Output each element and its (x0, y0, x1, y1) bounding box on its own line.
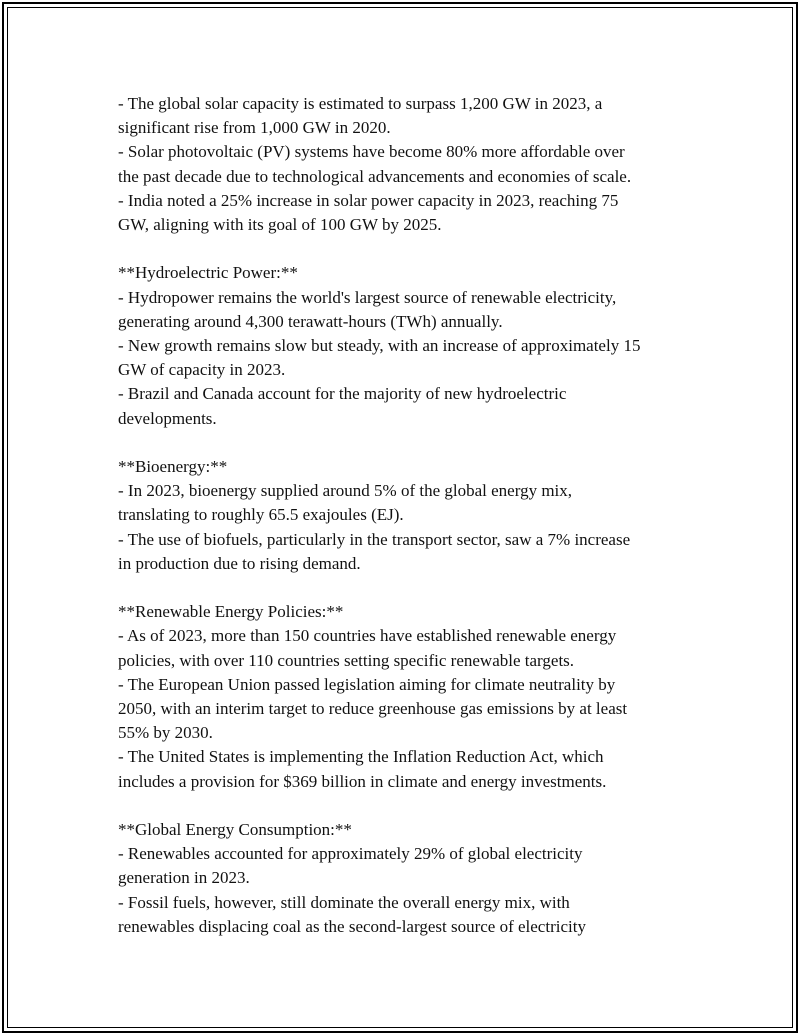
section-heading: **Renewable Energy Policies:** (118, 602, 344, 622)
text-line: - The global solar capacity is estimated to surpass 1,200 GW in 2023, a (118, 94, 603, 113)
text-line: - Solar photovoltaic (PV) systems have become 80% more affordable over (118, 142, 625, 162)
document-body (118, 92, 698, 939)
blank-line (118, 576, 698, 600)
blank-line (118, 794, 698, 818)
text-line: in production due to rising demand. (118, 553, 361, 573)
text-line: - The United States is implementing the Inflation Reduction Act, which (118, 747, 604, 767)
text-line: - Fossil fuels, however, still dominate the overall energy mix, with (118, 892, 570, 912)
text-line: includes a provision for $369 billion in climate and energy investments. (118, 771, 607, 791)
section-heading: **Global Energy Consumption:** (118, 820, 352, 840)
text-line: GW, aligning with its goal of 100 GW by 2025. (118, 215, 442, 235)
blank-line (118, 431, 698, 455)
text-line: generating around 4,300 terawatt-hours (TWh) annually. (118, 311, 503, 331)
text-line: - Brazil and Canada account for the majority of new hydroelectric (118, 384, 567, 404)
text-line: developments. (118, 408, 217, 428)
blank-line (118, 237, 698, 261)
text-line: - In 2023, bioenergy supplied around 5% of the global energy mix, (118, 481, 573, 501)
text-line: generation in 2023. (118, 868, 250, 888)
text-line: - The use of biofuels, particularly in the transport sector, saw a 7% increase (118, 529, 631, 549)
text-line: - The European Union passed legislation aiming for climate neutrality by (118, 674, 616, 694)
text-line: 2050, with an interim target to reduce greenhouse gas emissions by at least (118, 699, 628, 719)
text-line: - As of 2023, more than 150 countries have established renewable energy (118, 626, 617, 646)
text-line: - India noted a 25% increase in solar power capacity in 2023, reaching 75 (118, 190, 619, 210)
text-line: - New growth remains slow but steady, with an increase of approximately 15 (118, 336, 641, 356)
text-line: - Renewables accounted for approximately 29% of global electricity (118, 844, 583, 864)
text-line: significant rise from 1,000 GW in 2020. (118, 118, 391, 138)
section-heading: **Bioenergy:** (118, 457, 228, 477)
text-line: GW of capacity in 2023. (118, 360, 286, 380)
text-line: translating to roughly 65.5 exajoules (EJ). (118, 505, 404, 525)
text-line: policies, with over 110 countries setting specific renewable targets. (118, 650, 575, 670)
text-line: 55% by 2030. (118, 723, 213, 743)
text-line: renewables displacing coal as the second-largest source of electricity (118, 916, 586, 936)
section-heading: **Hydroelectric Power:** (118, 263, 298, 283)
text-line: - Hydropower remains the world's largest source of renewable electricity, (118, 287, 617, 307)
text-line: the past decade due to technological advancements and economies of scale. (118, 166, 632, 186)
